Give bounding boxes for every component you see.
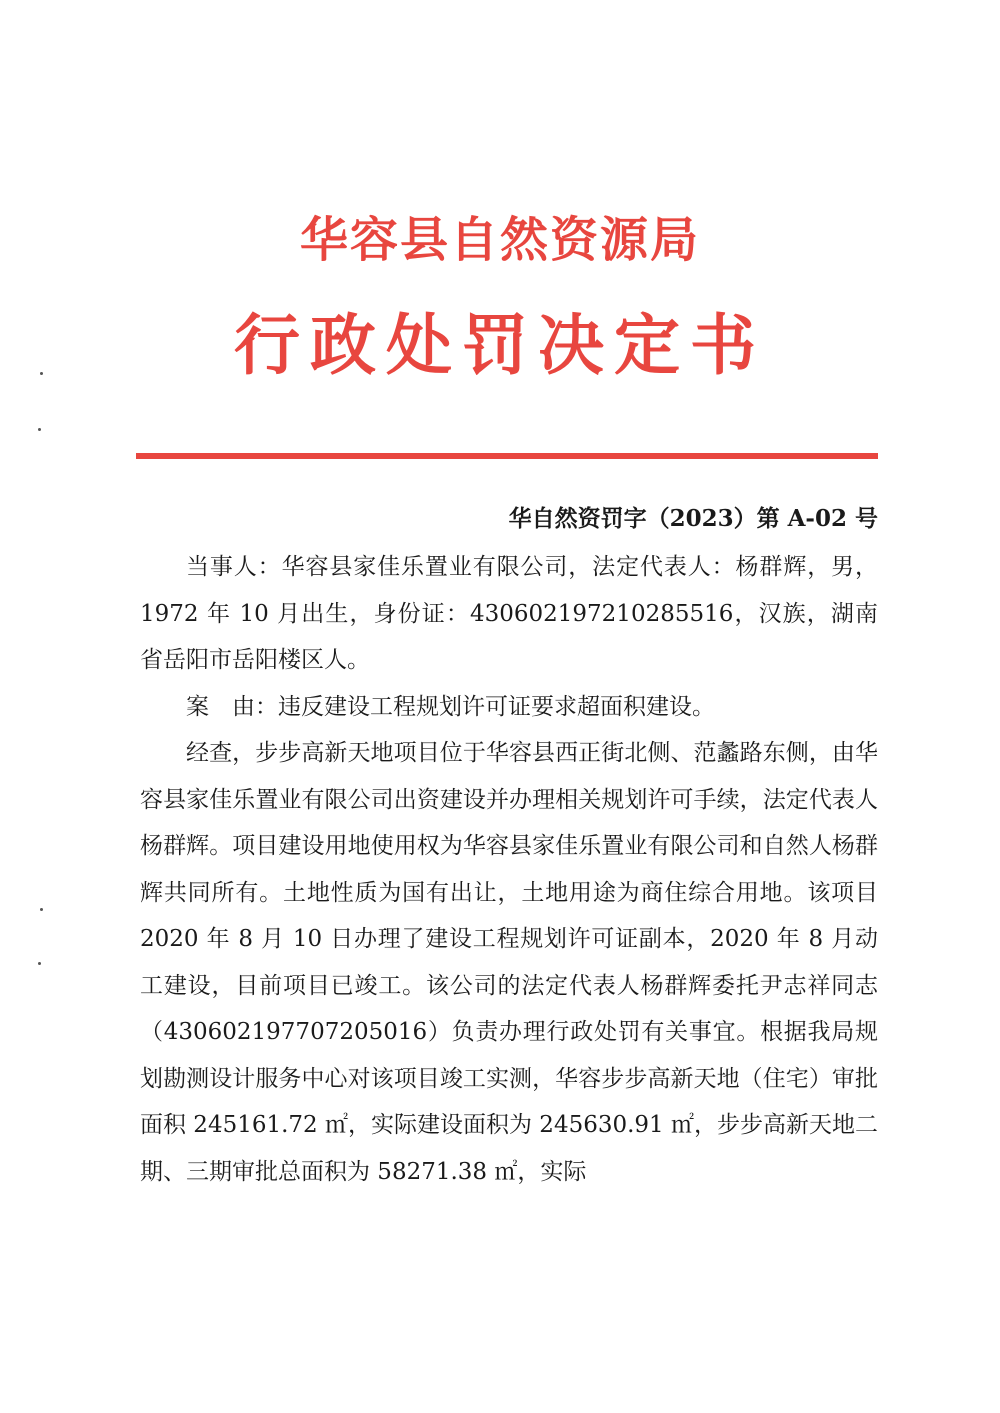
header-doc-title: 行政处罚决定书 (234, 306, 766, 384)
header-org-title: 华容县自然资源局 (299, 212, 700, 268)
red-divider (136, 453, 878, 459)
scan-mark (38, 428, 41, 431)
case-reason-paragraph: 案 由：违反建设工程规划许可证要求超面积建设。 (186, 693, 715, 720)
document-number: 华自然资罚字（2023）第 A-02 号 (508, 505, 878, 532)
scan-mark (40, 372, 43, 375)
investigation-paragraph: 经查，步步高新天地项目位于华容县西正街北侧、范蠡路东侧，由华容县家佳乐置业有限公司出资建设并办理相关规划许可手续，法定代表人杨群辉。项目建设用地使用权为华容县家佳乐置业有限公司和自然人杨群辉共同所有。土地性质为国有出让，土地用途为商住综合用地。该项目 2020 年 8 月 10 日办理了建设工程规划许可证副本，2020 年 8 月动工建设，目前项目已竣工。该公司的法定代表人杨群辉委托尹志祥同志（430602197707205016）负责办理行政处罚有关事宜。根据我局规划勘测设计服务中心对该项目竣工实测，华容步步高新天地（住宅）审批面积 245161.72 ㎡，实际建设面积为 245630.91 ㎡，步步高新天地二期、三期审批总面积为 58271.38 ㎡，实际 (140, 740, 878, 1185)
scan-mark (40, 908, 43, 911)
party-paragraph: 当事人：华容县家佳乐置业有限公司，法定代表人：杨群辉，男，1972 年 10 月出生，身份证：430602197210285516，汉族，湖南省岳阳市岳阳楼区人。 (140, 554, 878, 673)
document-body (140, 544, 878, 1195)
scan-mark (38, 962, 41, 965)
